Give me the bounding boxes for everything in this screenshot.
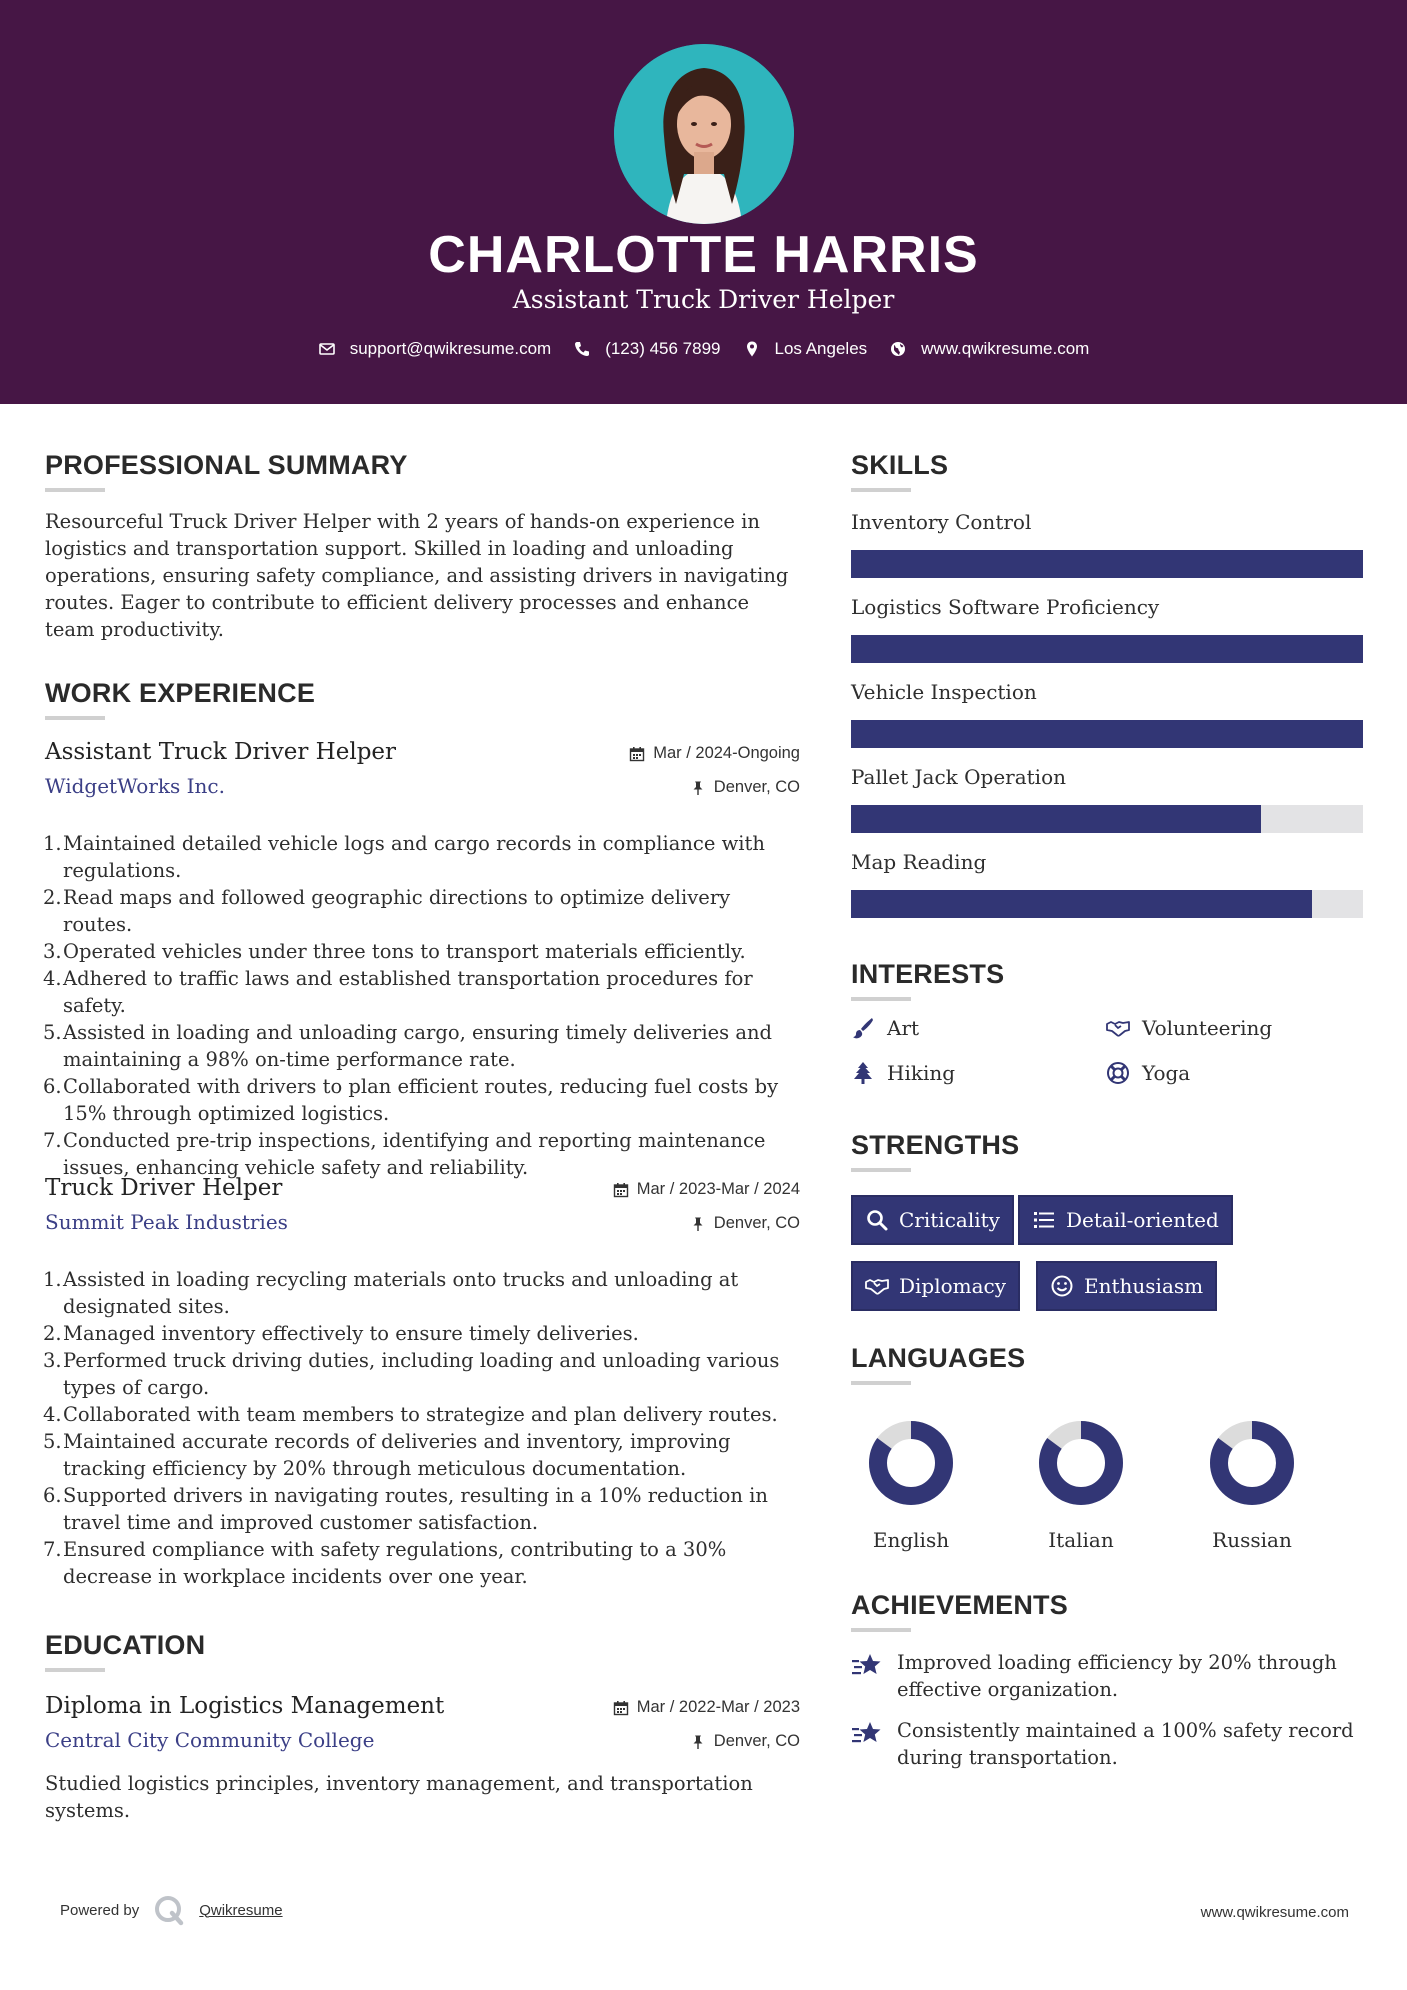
education-rule [45, 1668, 105, 1672]
list-item: 6. Supported drivers in navigating routes, resulting in a 10% reduction in travel time and improved customer satisfaction. [43, 1484, 768, 1534]
strengths-heading: STRENGTHS [851, 1130, 1020, 1160]
list-item: 5. Assisted in loading and unloading cargo, ensuring timely deliveries and maintaining a 98% on-time performance rate. [43, 1021, 773, 1071]
languages-heading: LANGUAGES [851, 1343, 1026, 1373]
map-pin-icon [743, 340, 761, 358]
experience-heading: WORK EXPERIENCE [45, 678, 316, 708]
interest-item-art [851, 1016, 919, 1040]
smile-icon [1050, 1274, 1074, 1298]
pushpin-icon [690, 1734, 706, 1750]
strength-label: Enthusiasm [1084, 1274, 1204, 1298]
contact-website[interactable] [889, 339, 1089, 359]
globe-icon [889, 340, 907, 358]
language-name: English [872, 1528, 950, 1552]
language-item [851, 1418, 971, 1554]
skill-item [851, 678, 1363, 706]
job-location-text: Denver, CO [713, 1214, 800, 1232]
skill-bar-fill [851, 550, 1363, 578]
paintbrush-icon [851, 1016, 875, 1040]
achievements-heading: ACHIEVEMENTS [851, 1590, 1068, 1620]
strength-label: Detail-oriented [1066, 1208, 1219, 1232]
job-location-text: Denver, CO [713, 778, 800, 796]
envelope-icon [318, 340, 336, 358]
phone-icon [573, 340, 591, 358]
skill-item [851, 848, 1363, 876]
list-item: 2. Read maps and followed geographic directions to optimize delivery routes. [43, 886, 731, 936]
avatar [614, 44, 794, 224]
candidate-name: CHARLOTTE HARRIS [428, 226, 979, 284]
strength-chip [851, 1195, 1014, 1245]
list-item: 6. Collaborated with drivers to plan efficient routes, reducing fuel costs by 15% through optimized logistics. [43, 1075, 779, 1125]
handshake-icon [865, 1274, 889, 1298]
contact-phone-text: (123) 456 7899 [605, 339, 721, 358]
calendar-icon [613, 1700, 629, 1716]
list-item: 4. Adhered to traffic laws and established transportation procedures for safety. [43, 967, 753, 1017]
skill-name: Logistics Software Proficiency [851, 595, 1160, 619]
job-location [690, 1214, 800, 1233]
contact-email-text: support@qwikresume.com [349, 339, 552, 358]
list-item: 7. Conducted pre-trip inspections, identifying and reporting maintenance issues, enhancing vehicle safety and reliability. [43, 1129, 766, 1179]
education-heading: EDUCATION [45, 1630, 206, 1660]
achievement-item [851, 1649, 1371, 1703]
contact-website-text: www.qwikresume.com [921, 339, 1090, 358]
education-entry [45, 1690, 800, 1824]
handshake-icon [1106, 1016, 1130, 1040]
summary-text: Resourceful Truck Driver Helper with 2 years of hands-on experience in logistics and transportation support. Skilled in loading and unloading operations, ensuring safety compliance, and assisting drivers in navigating routes. Eager to contribute to efficient delivery processes and enhance team productivity. [45, 510, 789, 641]
skill-name: Pallet Jack Operation [851, 765, 1066, 789]
list-item: 3. Performed truck driving duties, including loading and unloading various types of cargo. [43, 1349, 780, 1399]
summary-rule [45, 488, 105, 492]
languages-rule [851, 1381, 911, 1385]
list-item: 2. Managed inventory effectively to ensure timely deliveries. [43, 1322, 639, 1345]
shooting-star-icon [851, 1719, 883, 1749]
skill-bar-fill [851, 890, 1312, 918]
qwikresume-logo-icon [153, 1894, 185, 1926]
experience-rule [45, 716, 105, 720]
pushpin-icon [690, 1216, 706, 1232]
lifering-icon [1106, 1061, 1130, 1085]
contact-phone[interactable] [573, 339, 720, 359]
interest-label: Hiking [887, 1061, 956, 1085]
language-ring [1036, 1418, 1126, 1508]
pushpin-icon [690, 780, 706, 796]
tree-icon [851, 1061, 875, 1085]
interest-label: Art [887, 1016, 920, 1040]
achievements-rule [851, 1628, 911, 1632]
skill-bar [851, 890, 1363, 918]
language-item [1192, 1418, 1312, 1554]
list-item: 1. Assisted in loading recycling materials onto trucks and unloading at designated sites. [43, 1268, 739, 1318]
achievement-text: Consistently maintained a 100% safety record during transportation. [897, 1719, 1354, 1769]
strengths-rule [851, 1168, 911, 1172]
interests-rule [851, 997, 911, 1001]
calendar-icon [613, 1182, 629, 1198]
strength-chip [1018, 1195, 1233, 1245]
footer-powered-by [60, 1894, 283, 1926]
skill-bar [851, 550, 1363, 578]
search-icon [865, 1208, 889, 1232]
contact-bar [0, 334, 1407, 364]
education-dates-text: Mar / 2022-Mar / 2023 [636, 1698, 800, 1716]
candidate-title: Assistant Truck Driver Helper [512, 285, 895, 314]
interest-label: Yoga [1142, 1061, 1191, 1085]
skill-bar [851, 720, 1363, 748]
job-company: WidgetWorks Inc. [45, 774, 225, 798]
skill-bar [851, 635, 1363, 663]
list-icon [1032, 1208, 1056, 1232]
job-dates-text: Mar / 2024-Ongoing [653, 744, 800, 762]
job-dates [613, 1180, 800, 1199]
skill-bar [851, 805, 1363, 833]
job-bullets [45, 1266, 800, 1590]
skill-item [851, 763, 1363, 791]
summary-heading: PROFESSIONAL SUMMARY [45, 450, 408, 480]
language-ring [1207, 1418, 1297, 1508]
strength-label: Criticality [899, 1208, 1000, 1232]
list-item: 1. Maintained detailed vehicle logs and cargo records in compliance with regulations. [43, 832, 765, 882]
education-location-text: Denver, CO [713, 1732, 800, 1750]
skills-rule [851, 488, 911, 492]
job-company: Summit Peak Industries [45, 1210, 288, 1234]
skill-name: Map Reading [851, 850, 987, 874]
degree-name: Diploma in Logistics Management [45, 1693, 445, 1719]
education-description: Studied logistics principles, inventory management, and transportation systems. [45, 1772, 753, 1822]
profile-photo [614, 44, 794, 224]
contact-location-text: Los Angeles [774, 339, 868, 358]
job-role: Assistant Truck Driver Helper [45, 739, 397, 765]
interest-item-volunteering [1106, 1016, 1272, 1040]
job-bullets [45, 830, 800, 1181]
powered-by-text: Powered by [60, 1901, 140, 1919]
interest-item-yoga [1106, 1061, 1190, 1085]
education-location [690, 1732, 800, 1751]
skill-bar-fill [851, 805, 1261, 833]
job-entry [45, 1172, 800, 1590]
contact-email[interactable] [318, 339, 552, 359]
language-ring [866, 1418, 956, 1508]
footer-brand-link[interactable]: Qwikresume [199, 1901, 283, 1919]
list-item: 4. Collaborated with team members to strategize and plan delivery routes. [43, 1403, 778, 1426]
list-item: 3. Operated vehicles under three tons to transport materials efficiently. [43, 940, 746, 963]
contact-location [743, 339, 868, 359]
skill-bar-fill [851, 635, 1363, 663]
skill-item [851, 593, 1363, 621]
language-name: Russian [1212, 1528, 1292, 1552]
language-name: Italian [1048, 1528, 1114, 1552]
resume-header [0, 0, 1407, 404]
job-role: Truck Driver Helper [45, 1175, 283, 1201]
skill-bar-fill [851, 720, 1363, 748]
skill-name: Inventory Control [851, 510, 1032, 534]
job-dates-text: Mar / 2023-Mar / 2024 [636, 1180, 800, 1198]
skill-name: Vehicle Inspection [851, 680, 1037, 704]
school-name: Central City Community College [45, 1728, 375, 1752]
strength-label: Diplomacy [899, 1274, 1007, 1298]
achievement-item [851, 1717, 1371, 1771]
list-item: 5. Maintained accurate records of deliveries and inventory, improving tracking efficiency by 20% through meticulous documentation. [43, 1430, 731, 1480]
strength-chip [1036, 1261, 1217, 1311]
shooting-star-icon [851, 1651, 883, 1681]
skills-heading: SKILLS [851, 450, 949, 480]
interests-heading: INTERESTS [851, 959, 1005, 989]
interest-item-hiking [851, 1061, 955, 1085]
education-dates [613, 1698, 800, 1717]
skill-item [851, 508, 1363, 536]
calendar-icon [629, 746, 645, 762]
footer-website[interactable]: www.qwikresume.com [1200, 1904, 1349, 1921]
interest-label: Volunteering [1142, 1016, 1273, 1040]
job-entry [45, 736, 800, 1181]
achievement-text: Improved loading efficiency by 20% through effective organization. [897, 1651, 1337, 1701]
language-item [1021, 1418, 1141, 1554]
job-dates [629, 744, 800, 763]
strength-chip [851, 1261, 1020, 1311]
list-item: 7. Ensured compliance with safety regulations, contributing to a 30% decrease in workplace incidents over one year. [43, 1538, 727, 1588]
job-location [690, 778, 800, 797]
